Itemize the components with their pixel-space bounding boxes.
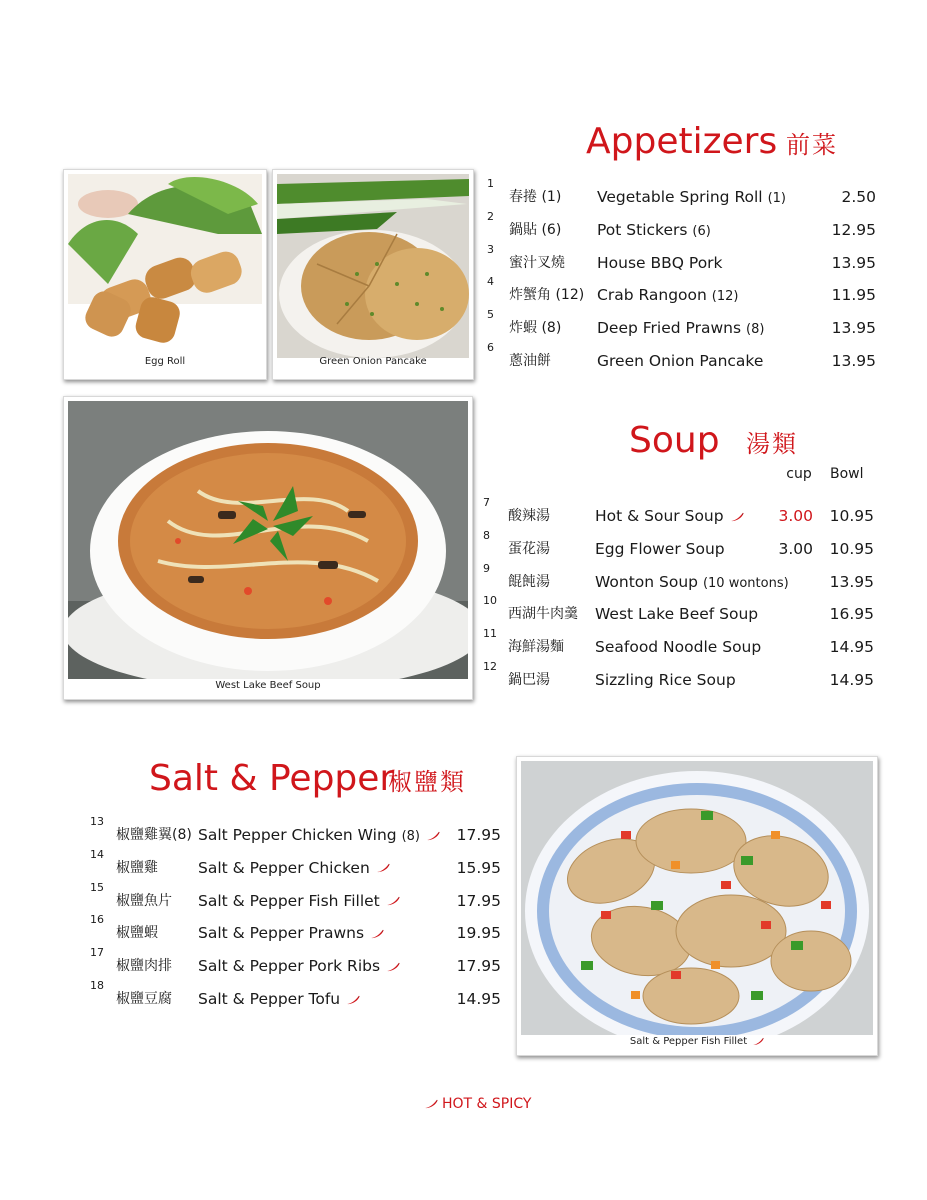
item-name-text: Salt & Pepper Prawns bbox=[198, 924, 365, 943]
menu-item-row bbox=[487, 209, 877, 243]
item-price: 14.95 bbox=[829, 638, 874, 657]
item-chinese-name: 炸蝦 (8) bbox=[509, 320, 562, 337]
item-price: 14.95 bbox=[456, 990, 501, 1008]
item-name-text: Pot Stickers bbox=[597, 220, 688, 239]
item-price: 2.50 bbox=[841, 188, 876, 206]
item-price: 14.95 bbox=[829, 671, 874, 689]
item-english-name bbox=[198, 822, 440, 850]
menu-item-row bbox=[90, 946, 502, 979]
green-onion-pancake-photo bbox=[272, 169, 474, 380]
menu-item-row bbox=[90, 847, 502, 881]
egg-roll-caption: Egg Roll bbox=[144, 356, 186, 367]
hot-pepper-icon bbox=[346, 995, 360, 1005]
item-english-name bbox=[198, 953, 400, 979]
hot-pepper-icon bbox=[376, 863, 390, 873]
item-number: 7 bbox=[483, 496, 490, 509]
item-number: 14 bbox=[90, 847, 104, 861]
item-number: 18 bbox=[90, 979, 104, 992]
item-price: 17.95 bbox=[456, 957, 501, 976]
item-number: 9 bbox=[483, 561, 490, 575]
item-price: 10.95 bbox=[829, 539, 874, 558]
green-onion-pancake-caption: Green Onion Pancake bbox=[319, 356, 427, 367]
item-english-name bbox=[597, 348, 763, 374]
item-number: 15 bbox=[90, 880, 104, 894]
item-price: 13.95 bbox=[831, 319, 876, 338]
fish-fillet-photo bbox=[516, 756, 878, 1056]
item-name-text: Vegetable Spring Roll bbox=[597, 188, 763, 206]
menu-item-row bbox=[90, 880, 502, 914]
menu-item-row bbox=[487, 341, 877, 374]
item-number: 13 bbox=[90, 815, 104, 828]
item-number: 4 bbox=[487, 275, 494, 289]
item-count: (1) bbox=[767, 191, 786, 206]
item-name-text: Seafood Noodle Soup bbox=[595, 638, 762, 657]
item-cup-price: 3.00 bbox=[778, 539, 813, 558]
item-price: 17.95 bbox=[456, 891, 501, 910]
menu-item-row bbox=[487, 242, 877, 276]
item-name-text: Hot & Sour Soup bbox=[595, 507, 724, 525]
item-name-text: House BBQ Pork bbox=[597, 253, 723, 272]
fish-fillet-image bbox=[521, 761, 873, 1035]
item-price: 16.95 bbox=[829, 605, 874, 624]
item-name-text: Salt & Pepper Fish Fillet bbox=[198, 891, 380, 910]
menu-item-row bbox=[483, 627, 875, 660]
appetizers-title: Appetizers bbox=[586, 121, 778, 162]
hot-pepper-icon bbox=[730, 512, 744, 522]
soup-title-zh: 湯類 bbox=[746, 430, 798, 458]
egg-roll-image bbox=[68, 174, 262, 358]
item-name-text: Salt Pepper Chicken Wing bbox=[198, 826, 397, 844]
item-number: 11 bbox=[483, 627, 497, 641]
item-chinese-name: 鍋貼 (6) bbox=[509, 221, 562, 238]
item-english-name bbox=[597, 315, 764, 343]
item-english-name bbox=[198, 855, 390, 881]
item-price: 19.95 bbox=[456, 924, 501, 943]
egg-roll-photo bbox=[63, 169, 267, 380]
item-english-name bbox=[595, 536, 725, 562]
item-chinese-name: 西湖牛肉羹 bbox=[508, 606, 578, 623]
menu-item-row bbox=[90, 979, 502, 1012]
item-english-name bbox=[198, 986, 360, 1012]
item-chinese-name: 椒鹽豆腐 bbox=[116, 991, 172, 1007]
item-name-text: West Lake Beef Soup bbox=[595, 605, 759, 624]
item-number: 12 bbox=[483, 660, 497, 673]
item-chinese-name: 酸辣湯 bbox=[508, 508, 550, 524]
item-english-name bbox=[198, 920, 384, 946]
hot-pepper-icon bbox=[386, 896, 400, 906]
item-name-text: Deep Fried Prawns bbox=[597, 319, 742, 338]
item-name-text: Salt & Pepper Chicken bbox=[198, 858, 370, 877]
item-number: 3 bbox=[487, 242, 494, 256]
item-name-text: Egg Flower Soup bbox=[595, 539, 725, 558]
item-chinese-name: 海鮮湯麵 bbox=[508, 639, 564, 656]
item-name-text: Salt & Pepper Tofu bbox=[198, 990, 341, 1008]
menu-item-row bbox=[90, 815, 502, 848]
item-name-text: Salt & Pepper Pork Ribs bbox=[198, 957, 381, 976]
item-english-name bbox=[595, 667, 736, 693]
item-count: (8) bbox=[746, 322, 765, 338]
appetizers-title-zh: 前菜 bbox=[786, 131, 838, 159]
item-number: 16 bbox=[90, 913, 104, 927]
item-chinese-name: 餛飩湯 bbox=[508, 573, 550, 590]
item-price: 11.95 bbox=[831, 286, 876, 305]
soup-cup-header: cup bbox=[786, 466, 812, 482]
hot-pepper-icon bbox=[752, 1037, 764, 1046]
fish-fillet-caption bbox=[517, 1036, 877, 1047]
item-english-name bbox=[595, 503, 744, 529]
fish-fillet-caption-text: Salt & Pepper Fish Fillet bbox=[629, 1036, 748, 1047]
hot-pepper-icon bbox=[424, 1099, 438, 1109]
item-english-name bbox=[597, 282, 738, 310]
item-name-text: Sizzling Rice Soup bbox=[595, 671, 736, 689]
green-onion-pancake-image bbox=[277, 174, 469, 358]
item-name-text: Wonton Soup bbox=[595, 572, 699, 591]
item-number: 2 bbox=[487, 209, 494, 223]
item-price: 13.95 bbox=[829, 572, 874, 591]
item-name-text: Green Onion Pancake bbox=[597, 352, 764, 370]
item-english-name bbox=[198, 888, 400, 914]
hot-spicy-legend bbox=[424, 1096, 531, 1112]
item-english-name bbox=[595, 601, 758, 627]
item-count: (8) bbox=[401, 829, 420, 844]
menu-item-row bbox=[483, 496, 875, 529]
item-count: (10 wontons) bbox=[702, 575, 789, 591]
item-number: 6 bbox=[487, 341, 494, 354]
soup-bowl-header: Bowl bbox=[830, 466, 864, 482]
salt-pepper-title-zh: 椒鹽類 bbox=[388, 768, 466, 796]
menu-item-row bbox=[483, 660, 875, 693]
item-number: 10 bbox=[483, 594, 497, 608]
item-english-name bbox=[597, 184, 786, 212]
item-chinese-name: 春捲 (1) bbox=[509, 189, 562, 205]
item-price: 10.95 bbox=[829, 507, 874, 525]
hot-spicy-label: HOT & SPICY bbox=[442, 1096, 532, 1112]
item-number: 17 bbox=[90, 946, 104, 960]
item-count: (6) bbox=[692, 223, 711, 239]
west-lake-beef-soup-image bbox=[68, 401, 468, 679]
menu-item-row bbox=[487, 177, 877, 210]
menu-item-row bbox=[483, 528, 875, 562]
item-chinese-name: 椒鹽魚片 bbox=[116, 892, 172, 909]
soup-title: Soup bbox=[629, 420, 720, 461]
item-chinese-name: 炸蟹角 (12) bbox=[509, 287, 585, 304]
item-name-text: Crab Rangoon bbox=[597, 286, 707, 305]
item-number: 1 bbox=[487, 177, 494, 190]
menu-item-row bbox=[483, 561, 875, 595]
item-chinese-name: 椒鹽蝦 bbox=[116, 925, 158, 942]
item-number: 5 bbox=[487, 308, 494, 322]
item-chinese-name: 椒鹽肉排 bbox=[116, 958, 172, 975]
item-english-name bbox=[595, 634, 761, 660]
menu-item-row bbox=[487, 308, 877, 341]
item-english-name bbox=[597, 250, 723, 276]
item-chinese-name: 椒鹽雞翼(8) bbox=[116, 827, 192, 843]
item-cup-price: 3.00 bbox=[778, 507, 813, 525]
item-chinese-name: 鍋巴湯 bbox=[508, 672, 550, 688]
west-lake-beef-soup-caption: West Lake Beef Soup bbox=[215, 680, 321, 691]
item-english-name bbox=[597, 217, 711, 245]
item-price: 15.95 bbox=[456, 858, 501, 877]
item-chinese-name: 椒鹽雞 bbox=[116, 859, 158, 876]
west-lake-beef-soup-photo bbox=[63, 396, 473, 700]
hot-pepper-icon bbox=[370, 929, 384, 939]
item-price: 13.95 bbox=[831, 253, 876, 272]
item-chinese-name: 蛋花湯 bbox=[508, 540, 550, 557]
menu-item-row bbox=[483, 594, 875, 627]
item-chinese-name: 蜜汁叉燒 bbox=[509, 254, 565, 271]
item-chinese-name: 蔥油餅 bbox=[509, 353, 551, 369]
item-price: 12.95 bbox=[831, 220, 876, 239]
item-number: 8 bbox=[483, 528, 490, 542]
item-english-name bbox=[595, 569, 789, 597]
item-count: (12) bbox=[711, 289, 739, 305]
hot-pepper-icon bbox=[386, 962, 400, 972]
menu-item-row bbox=[487, 275, 877, 308]
salt-pepper-title: Salt & Pepper bbox=[149, 758, 395, 799]
item-price: 13.95 bbox=[831, 352, 876, 370]
item-price: 17.95 bbox=[456, 826, 501, 844]
menu-item-row bbox=[90, 913, 502, 946]
